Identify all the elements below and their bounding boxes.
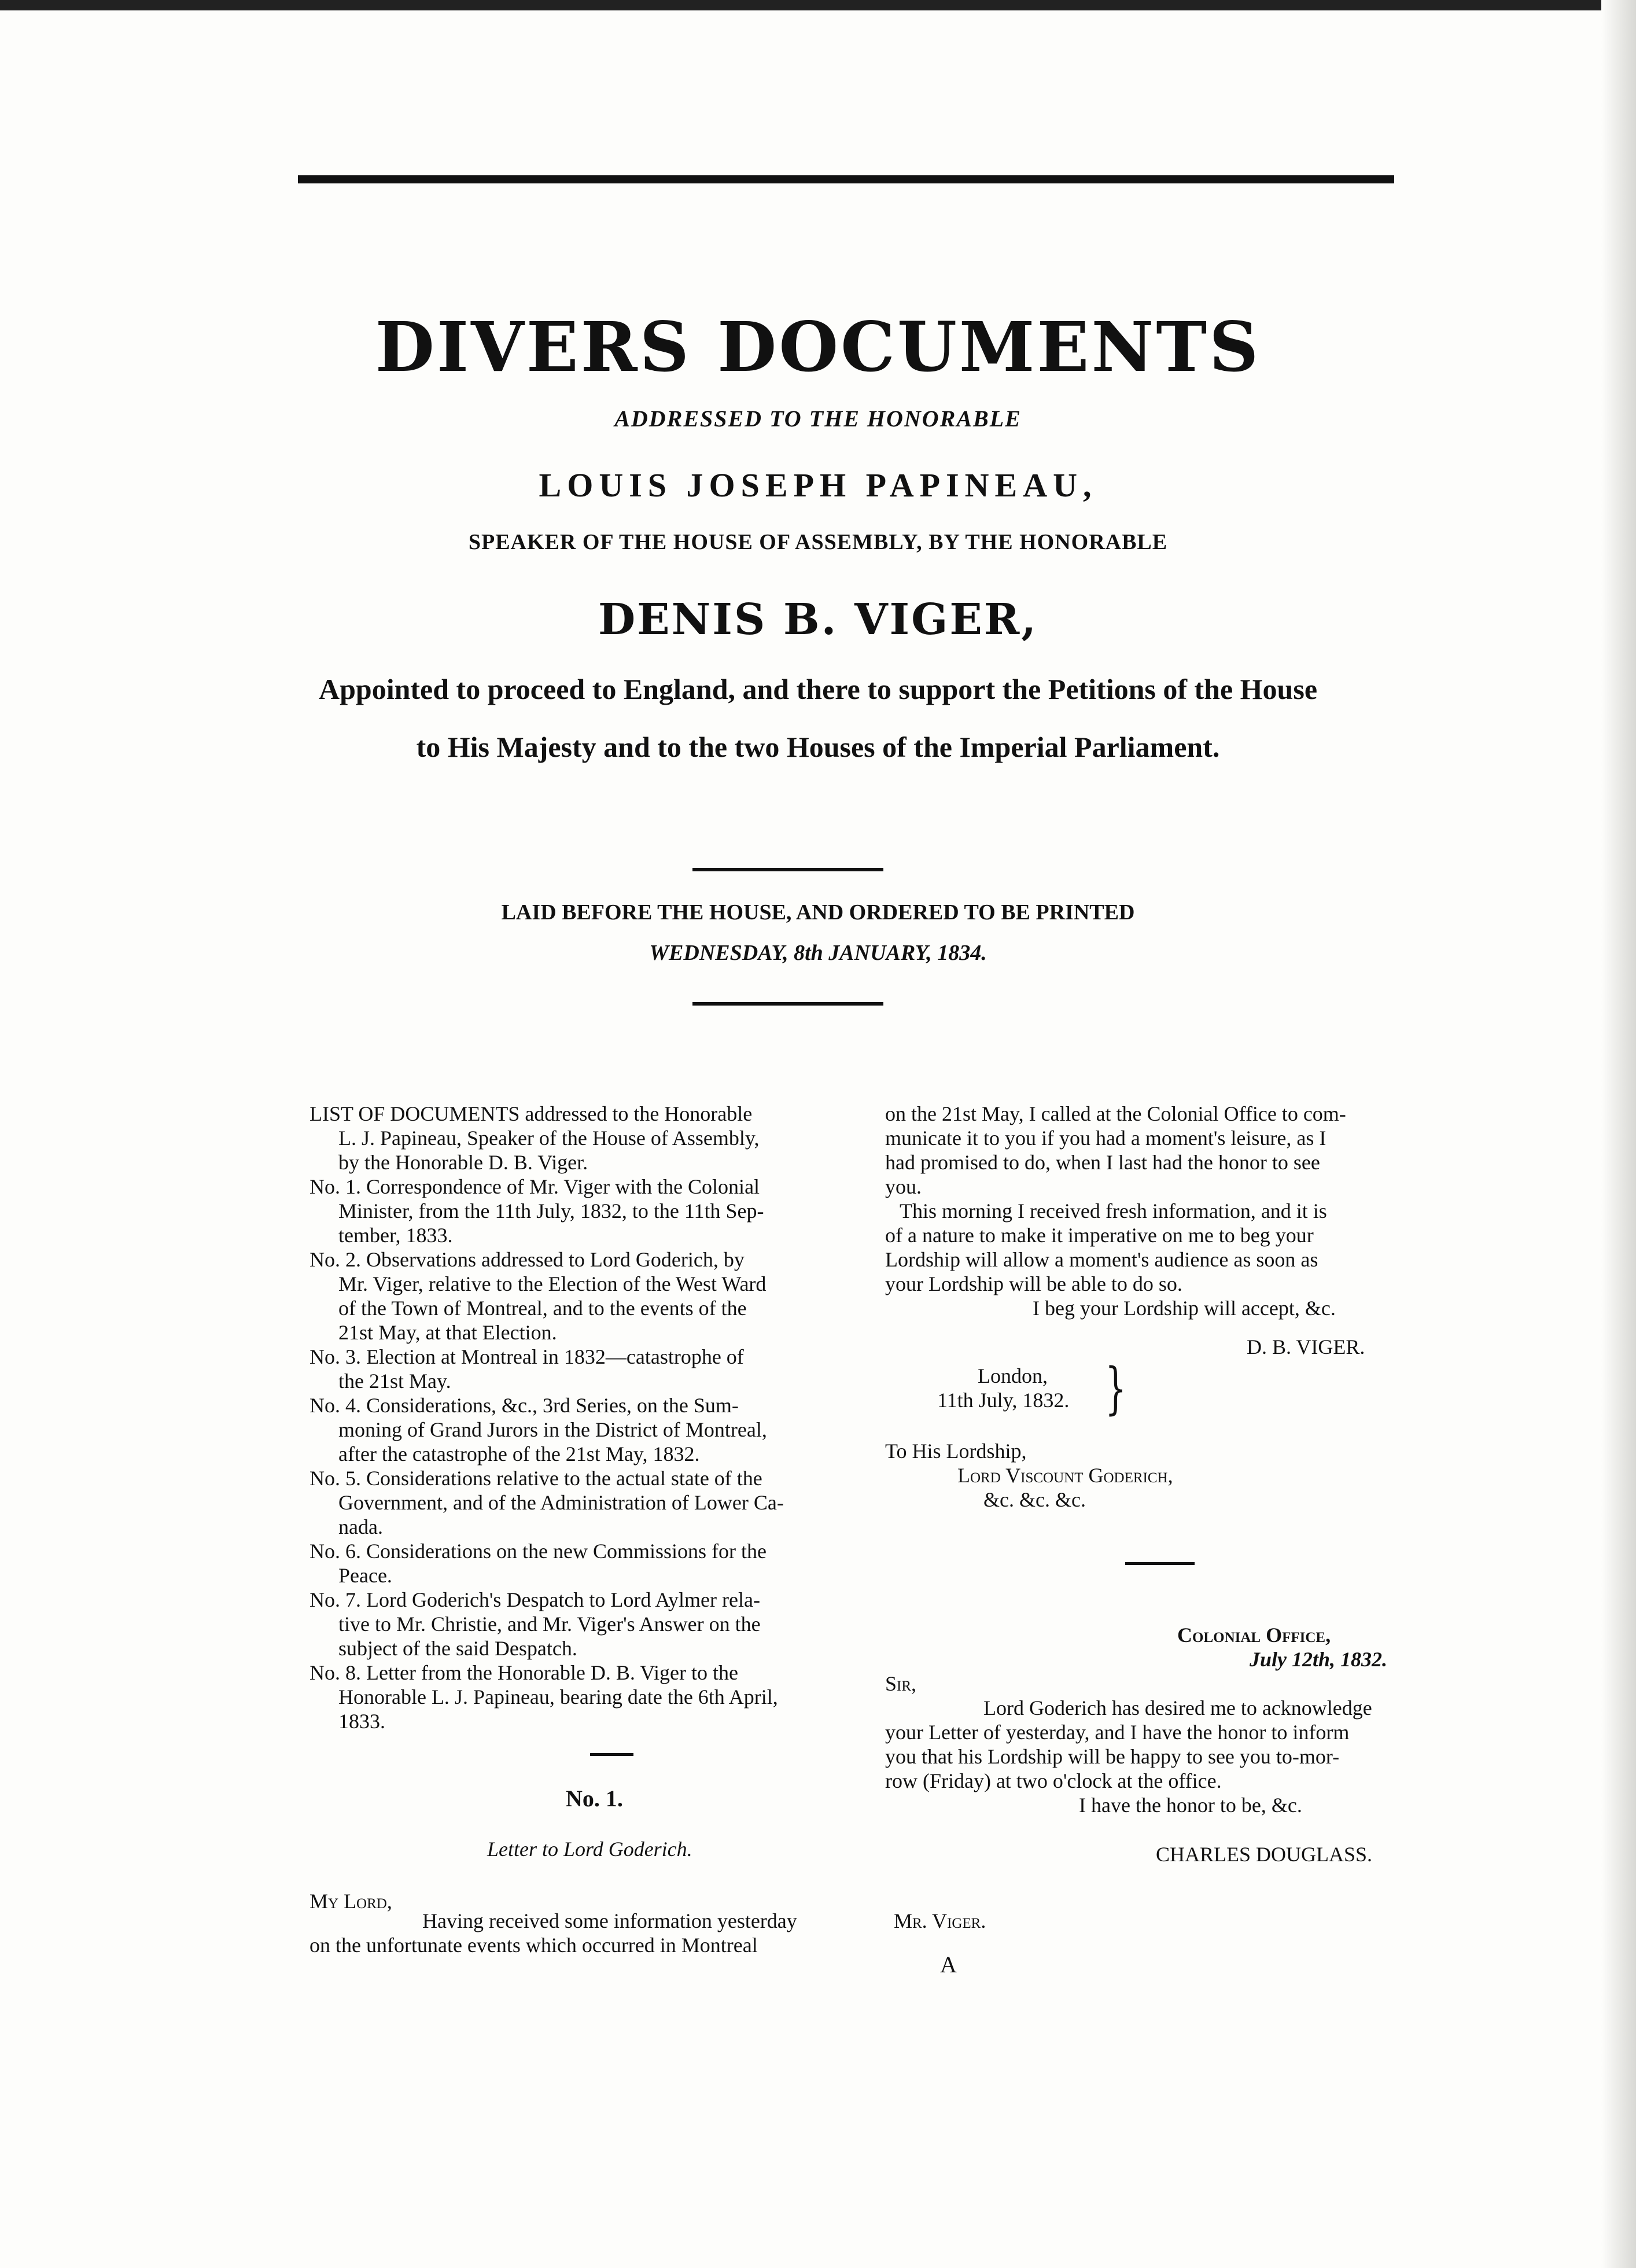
list-line: LIST OF DOCUMENTS addressed to the Honorable bbox=[309, 1102, 753, 1125]
letter-date: 11th July, 1832. bbox=[937, 1389, 1070, 1412]
list-line: after the catastrophe of the 21st May, 1832. bbox=[338, 1442, 700, 1466]
letter-place: London, bbox=[978, 1364, 1048, 1387]
list-line: Peace. bbox=[338, 1564, 392, 1587]
letter-line: I beg your Lordship will accept, &c. bbox=[1033, 1297, 1336, 1320]
list-line: tember, 1833. bbox=[338, 1224, 453, 1247]
letter-line: row (Friday) at two o'clock at the office. bbox=[885, 1769, 1222, 1792]
addressed-line: ADDRESSED TO THE HONORABLE bbox=[614, 406, 1022, 432]
list-line: No. 3. Election at Montreal in 1832—catastrophe of bbox=[309, 1345, 744, 1368]
letter-line: you. bbox=[885, 1175, 922, 1198]
list-line: No. 2. Observations addressed to Lord Goderich, by bbox=[309, 1248, 745, 1271]
list-line: subject of the said Despatch. bbox=[338, 1637, 577, 1660]
sir-salutation: Sir, bbox=[885, 1672, 917, 1695]
letter-line: on the 21st May, I called at the Colonial Office to com- bbox=[885, 1102, 1346, 1125]
section-divider bbox=[1125, 1562, 1195, 1565]
list-line: nada. bbox=[338, 1515, 383, 1538]
list-line: No. 7. Lord Goderich's Despatch to Lord Aylmer rela- bbox=[309, 1588, 760, 1611]
salutation: My Lord, bbox=[309, 1890, 392, 1913]
office-heading: Colonial Office, bbox=[1177, 1623, 1331, 1647]
list-line: Minister, from the 11th July, 1832, to the 11th Sep- bbox=[338, 1199, 764, 1223]
letter-line: This morning I received fresh information, and it is bbox=[900, 1199, 1327, 1223]
list-line: Honorable L. J. Papineau, bearing date the 6th April, bbox=[338, 1685, 778, 1709]
page-signature-letter: A bbox=[940, 1952, 957, 1978]
recipient-line: Mr. Viger. bbox=[894, 1909, 986, 1932]
list-line: 21st May, at that Election. bbox=[338, 1321, 557, 1344]
signature-douglass: CHARLES DOUGLASS. bbox=[1156, 1843, 1373, 1866]
letter-line: you that his Lordship will be happy to see you to-mor- bbox=[885, 1745, 1340, 1768]
to-line: To His Lordship, bbox=[885, 1439, 1027, 1463]
letter-line: Lordship will allow a moment's audience as soon as bbox=[885, 1248, 1318, 1271]
brace-icon: } bbox=[1105, 1356, 1126, 1421]
letter-line: Having received some information yesterday bbox=[422, 1909, 797, 1932]
list-line: the 21st May. bbox=[338, 1369, 451, 1393]
letter-line: municate it to you if you had a moment's leisure, as I bbox=[885, 1126, 1327, 1150]
list-line: No. 6. Considerations on the new Commissions for the bbox=[309, 1540, 767, 1563]
list-line: by the Honorable D. B. Viger. bbox=[338, 1151, 588, 1174]
addressee-etc: &c. &c. &c. bbox=[983, 1488, 1086, 1511]
document-title: DIVERS DOCUMENTS bbox=[375, 307, 1261, 387]
list-line: No. 5. Considerations relative to the actual state of the bbox=[309, 1467, 762, 1490]
list-line: of the Town of Montreal, and to the events of the bbox=[338, 1297, 747, 1320]
letter-line: of a nature to make it imperative on me to beg your bbox=[885, 1224, 1314, 1247]
speaker-line: SPEAKER OF THE HOUSE OF ASSEMBLY, BY THE HONORABLE bbox=[468, 530, 1168, 554]
list-line: L. J. Papineau, Speaker of the House of Assembly, bbox=[338, 1126, 760, 1150]
top-rule bbox=[298, 175, 1394, 183]
laid-before-line: LAID BEFORE THE HOUSE, AND ORDERED TO BE PRINTED bbox=[501, 900, 1135, 925]
list-line: No. 4. Considerations, &c., 3rd Series, on the Sum- bbox=[309, 1394, 739, 1417]
page-edge bbox=[0, 0, 1636, 10]
list-line: moning of Grand Jurors in the District of Montreal, bbox=[338, 1418, 767, 1441]
mid-rule bbox=[692, 868, 883, 871]
letter-line: I have the honor to be, &c. bbox=[1079, 1794, 1302, 1817]
printing-date: WEDNESDAY, 8th JANUARY, 1834. bbox=[649, 941, 987, 965]
no1-heading: No. 1. bbox=[566, 1785, 623, 1812]
list-line: No. 1. Correspondence of Mr. Viger with the Colonial bbox=[309, 1175, 760, 1198]
no1-subtitle: Letter to Lord Goderich. bbox=[487, 1838, 692, 1861]
office-date: July 12th, 1832. bbox=[1250, 1648, 1388, 1671]
appointed-line-2: to His Majesty and to the two Houses of the Imperial Parliament. bbox=[416, 731, 1220, 763]
letter-line: your Letter of yesterday, and I have the honor to inform bbox=[885, 1721, 1350, 1744]
list-line: No. 8. Letter from the Honorable D. B. Viger to the bbox=[309, 1661, 738, 1684]
lower-rule bbox=[692, 1002, 883, 1006]
signature-viger: D. B. VIGER. bbox=[1247, 1335, 1365, 1358]
addressee: Lord Viscount Goderich, bbox=[957, 1464, 1173, 1487]
appointed-line-1: Appointed to proceed to England, and there to support the Petitions of the House bbox=[318, 673, 1318, 705]
viger-name: DENIS B. VIGER, bbox=[598, 595, 1038, 645]
letter-line: your Lordship will be able to do so. bbox=[885, 1272, 1182, 1295]
list-line: Mr. Viger, relative to the Election of the West Ward bbox=[338, 1272, 767, 1295]
papineau-name: LOUIS JOSEPH PAPINEAU, bbox=[539, 466, 1097, 504]
letter-line: Lord Goderich has desired me to acknowledge bbox=[983, 1696, 1372, 1720]
letter-line: on the unfortunate events which occurred in Montreal bbox=[309, 1934, 758, 1957]
list-line: tive to Mr. Christie, and Mr. Viger's Answer on the bbox=[338, 1612, 761, 1636]
letter-line: had promised to do, when I last had the honor to see bbox=[885, 1151, 1320, 1174]
section-divider bbox=[590, 1753, 633, 1756]
list-line: 1833. bbox=[338, 1710, 385, 1733]
list-line: Government, and of the Administration of Lower Ca- bbox=[338, 1491, 784, 1514]
